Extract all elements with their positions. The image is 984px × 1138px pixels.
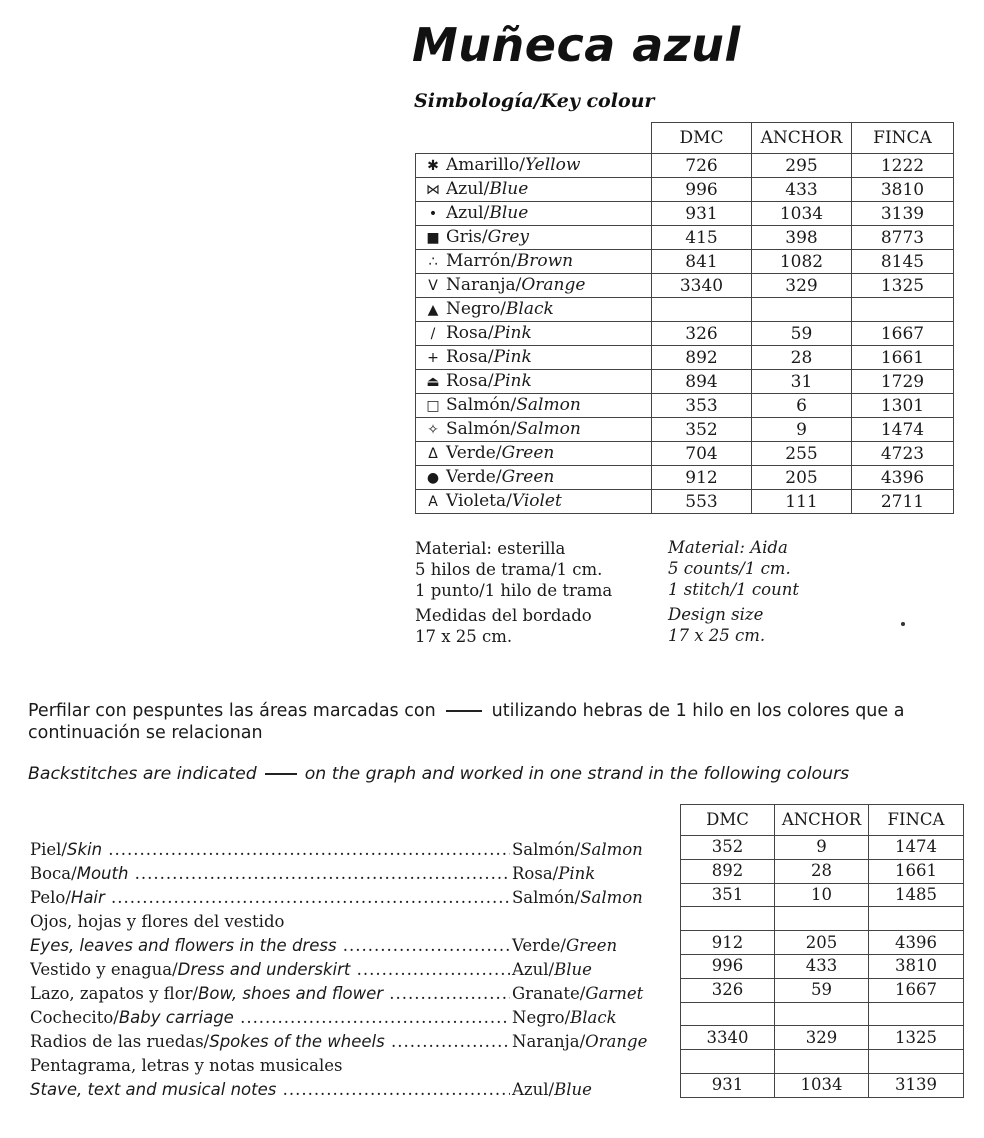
- colour-name-cell: [416, 370, 652, 394]
- backstitch-table-row: [681, 954, 964, 978]
- colour-name-es: Rosa/: [446, 323, 494, 343]
- backstitch-area-label: [30, 958, 510, 982]
- dmc-code-cell: [652, 298, 752, 322]
- finca-code-cell: 1729: [852, 370, 954, 394]
- backstitch-area-label: [30, 1006, 510, 1030]
- anchor-code-cell: 329: [752, 274, 852, 298]
- area-name-es: Cochecito/: [30, 1008, 119, 1027]
- colour-name-es: Negro/: [446, 299, 506, 319]
- dmc-code-cell: 352: [652, 418, 752, 442]
- backstitch-area-row: [30, 886, 510, 910]
- dmc-code-cell: 912: [652, 466, 752, 490]
- dmc-code-cell: [681, 1050, 775, 1074]
- backstitch-area-label: [30, 862, 510, 886]
- colour-name-en: Green: [565, 936, 618, 955]
- backstitch-table-row: [681, 907, 964, 931]
- key-table-row: [416, 346, 954, 370]
- dmc-code-cell: 894: [652, 370, 752, 394]
- material-line: 17 x 25 cm.: [668, 626, 766, 645]
- backstitch-area-row: [30, 862, 510, 886]
- colour-name-es: Salmón/: [446, 395, 517, 415]
- dmc-code-cell: 353: [652, 394, 752, 418]
- colour-name-cell: [416, 226, 652, 250]
- backstitch-instructions-en: [28, 764, 849, 784]
- material-line: 1 punto/1 hilo de trama: [415, 581, 613, 600]
- anchor-code-cell: 9: [752, 418, 852, 442]
- dmc-code-cell: 326: [652, 322, 752, 346]
- backstitch-colour-names: [512, 838, 677, 1102]
- dmc-code-cell: 892: [681, 859, 775, 883]
- colour-name-cell: [416, 250, 652, 274]
- area-name-en: Hair: [70, 888, 105, 907]
- finca-code-cell: 1222: [852, 154, 954, 178]
- finca-code-cell: 1667: [869, 978, 964, 1002]
- colour-name-en: Blue: [554, 960, 592, 979]
- backstitch-area-row: [30, 1006, 510, 1030]
- backstitch-line-icon: [265, 773, 297, 775]
- area-name-en: Spokes of the wheels: [209, 1032, 385, 1051]
- colour-name-es: Salmón/: [512, 888, 581, 907]
- anchor-code-cell: 59: [752, 322, 852, 346]
- anchor-code-cell: 28: [752, 346, 852, 370]
- area-name-es: Ojos, hojas y flores del vestido: [30, 912, 285, 931]
- backstitch-area-label: [30, 934, 510, 958]
- backstitch-area-list: [30, 838, 510, 1102]
- finca-code-cell: [869, 1002, 964, 1026]
- colour-name-es: Rosa/: [512, 864, 559, 883]
- finca-code-cell: 4396: [852, 466, 954, 490]
- instructions-text: on the graph and worked in one strand in the following colours: [304, 764, 850, 784]
- colour-name-es: Gris/: [446, 227, 488, 247]
- finca-code-cell: 3139: [869, 1073, 964, 1097]
- anchor-code-cell: 255: [752, 442, 852, 466]
- stitch-symbol-icon: ✧: [427, 422, 439, 438]
- anchor-code-cell: 1034: [752, 202, 852, 226]
- colour-name-en: Pink: [493, 347, 532, 367]
- anchor-code-cell: 59: [775, 978, 869, 1002]
- dmc-code-cell: 553: [652, 490, 752, 514]
- backstitch-table-row: [681, 978, 964, 1002]
- finca-code-cell: 1661: [852, 346, 954, 370]
- header-dmc: DMC: [652, 123, 752, 154]
- anchor-code-cell: 6: [752, 394, 852, 418]
- colour-name-es: Naranja/: [446, 275, 522, 295]
- anchor-code-cell: 1082: [752, 250, 852, 274]
- anchor-code-cell: 1034: [775, 1073, 869, 1097]
- key-table-row: [416, 202, 954, 226]
- stitch-symbol-icon: •: [428, 206, 438, 222]
- stitch-symbol-icon: A: [428, 494, 438, 510]
- colour-name-cell: [416, 154, 652, 178]
- colour-name-cell: [416, 274, 652, 298]
- colour-name-es: Azul/: [512, 960, 555, 979]
- key-table-row: [416, 298, 954, 322]
- colour-name-en: Blue: [554, 1080, 592, 1099]
- dmc-code-cell: 351: [681, 883, 775, 907]
- key-table-row: [416, 370, 954, 394]
- backstitch-table-row: [681, 1026, 964, 1050]
- backstitch-area-label: [30, 1078, 510, 1102]
- stitch-symbol-icon: Δ: [428, 446, 438, 462]
- colour-name-cell: [416, 202, 652, 226]
- colour-name-es: Rosa/: [446, 371, 494, 391]
- backstitch-area-label: [30, 1054, 510, 1078]
- key-table-row: [416, 226, 954, 250]
- dmc-code-cell: 415: [652, 226, 752, 250]
- colour-name-cell: [416, 394, 652, 418]
- anchor-code-cell: 205: [752, 466, 852, 490]
- dmc-code-cell: 326: [681, 978, 775, 1002]
- backstitch-area-row: [30, 982, 510, 1006]
- dmc-code-cell: 726: [652, 154, 752, 178]
- colour-name-en: Salmon: [580, 840, 643, 859]
- anchor-code-cell: [752, 298, 852, 322]
- finca-code-cell: [869, 907, 964, 931]
- backstitch-colour-name: [512, 1078, 677, 1102]
- stitch-symbol-icon: ●: [426, 470, 440, 486]
- colour-name-cell: [416, 322, 652, 346]
- print-speck: [901, 622, 905, 626]
- backstitch-table-row: [681, 931, 964, 955]
- finca-code-cell: 1301: [852, 394, 954, 418]
- material-line: 1 stitch/1 count: [668, 580, 799, 599]
- backstitch-colour-name: [512, 982, 677, 1006]
- header-blank: [416, 123, 652, 154]
- finca-code-cell: 4396: [869, 931, 964, 955]
- colour-name-en: Blue: [489, 179, 529, 199]
- stitch-symbol-icon: /: [430, 326, 436, 342]
- colour-name-cell: [416, 466, 652, 490]
- colour-name-en: Brown: [516, 251, 574, 271]
- key-table-row: [416, 394, 954, 418]
- backstitch-table-row: [681, 1050, 964, 1074]
- dmc-code-cell: 704: [652, 442, 752, 466]
- dmc-code-cell: 3340: [681, 1026, 775, 1050]
- colour-name-es: Granate/: [512, 984, 586, 1003]
- stitch-symbol-icon: +: [427, 350, 439, 366]
- colour-name-cell: [416, 346, 652, 370]
- stitch-symbol-icon: ▲: [427, 302, 439, 318]
- finca-code-cell: [869, 1050, 964, 1074]
- backstitch-colour-name: [512, 886, 677, 910]
- colour-name-es: Verde/: [446, 443, 502, 463]
- colour-name-en: Salmon: [516, 419, 581, 439]
- colour-name-es: Rosa/: [446, 347, 494, 367]
- key-table-row: [416, 466, 954, 490]
- backstitch-area-row: [30, 1078, 510, 1102]
- colour-name-es: Violeta/: [446, 491, 512, 511]
- backstitch-table-row: [681, 859, 964, 883]
- colour-name-cell: [416, 442, 652, 466]
- material-english: [668, 537, 799, 646]
- dmc-code-cell: 996: [652, 178, 752, 202]
- anchor-code-cell: 398: [752, 226, 852, 250]
- backstitch-area-row: [30, 910, 510, 934]
- instructions-text: Backstitches are indicated: [28, 764, 257, 784]
- colour-name-en: Violet: [511, 491, 562, 511]
- area-name-es: Boca/: [30, 864, 77, 883]
- finca-code-cell: 1667: [852, 322, 954, 346]
- area-name-en: Mouth: [76, 864, 129, 883]
- stitch-symbol-icon: ■: [426, 230, 440, 246]
- finca-code-cell: [852, 298, 954, 322]
- backstitch-area-label: [30, 1030, 510, 1054]
- key-table-header: [416, 123, 954, 154]
- colour-name-en: Blue: [489, 203, 529, 223]
- stitch-symbol-icon: ∴: [428, 254, 438, 270]
- anchor-code-cell: 433: [775, 954, 869, 978]
- backstitch-colour-name: [512, 838, 677, 862]
- key-table-row: [416, 322, 954, 346]
- key-table-row: [416, 178, 954, 202]
- backstitch-table-row: [681, 1002, 964, 1026]
- colour-name-en: Grey: [487, 227, 529, 247]
- header-anchor: ANCHOR: [752, 123, 852, 154]
- key-table-row: [416, 490, 954, 514]
- material-line: Medidas del bordado: [415, 606, 592, 625]
- finca-code-cell: 1325: [852, 274, 954, 298]
- key-table-row: [416, 154, 954, 178]
- colour-name-es: Naranja/: [512, 1032, 586, 1051]
- material-line: Material: esterilla: [415, 539, 566, 558]
- colour-name-en: Pink: [493, 323, 532, 343]
- header-finca: FINCA: [869, 805, 964, 836]
- colour-name-es: Verde/: [446, 467, 502, 487]
- finca-code-cell: 1485: [869, 883, 964, 907]
- backstitch-area-label: [30, 886, 510, 910]
- backstitch-area-label: [30, 838, 510, 862]
- colour-name-es: Marrón/: [446, 251, 517, 271]
- stitch-symbol-icon: □: [426, 398, 440, 414]
- area-name-en: Dress and underskirt: [177, 960, 351, 979]
- area-name-es: Lazo, zapatos y flor/: [30, 984, 199, 1003]
- anchor-code-cell: [775, 1002, 869, 1026]
- colour-name-cell: [416, 178, 652, 202]
- finca-code-cell: 8773: [852, 226, 954, 250]
- finca-code-cell: 4723: [852, 442, 954, 466]
- backstitch-colour-table: [680, 804, 964, 1098]
- anchor-code-cell: 295: [752, 154, 852, 178]
- material-line: Material: Aida: [668, 538, 788, 557]
- anchor-code-cell: 329: [775, 1026, 869, 1050]
- key-table-row: [416, 442, 954, 466]
- colour-name-cell: [416, 418, 652, 442]
- area-name-en: Eyes, leaves and flowers in the dress: [30, 936, 337, 955]
- area-name-es: Pelo/: [30, 888, 71, 907]
- header-finca: FINCA: [852, 123, 954, 154]
- colour-name-es: Negro/: [512, 1008, 571, 1027]
- colour-name-es: Amarillo/: [446, 155, 525, 175]
- dmc-code-cell: 3340: [652, 274, 752, 298]
- dmc-code-cell: [681, 907, 775, 931]
- material-line: 17 x 25 cm.: [415, 627, 513, 646]
- material-line: 5 hilos de trama/1 cm.: [415, 560, 603, 579]
- backstitch-instructions-es: [28, 700, 973, 744]
- area-name-es: Vestido y enagua/: [30, 960, 178, 979]
- backstitch-colour-name: [512, 910, 677, 934]
- colour-name-es: Salmón/: [446, 419, 517, 439]
- backstitch-area-row: [30, 958, 510, 982]
- anchor-code-cell: 433: [752, 178, 852, 202]
- backstitch-area-row: [30, 934, 510, 958]
- dmc-code-cell: 352: [681, 836, 775, 860]
- finca-code-cell: 3810: [869, 954, 964, 978]
- stitch-symbol-icon: ⋈: [426, 182, 440, 198]
- finca-code-cell: 1661: [869, 859, 964, 883]
- stitch-symbol-icon: ✱: [427, 158, 439, 174]
- finca-code-cell: 1325: [869, 1026, 964, 1050]
- header-anchor: ANCHOR: [775, 805, 869, 836]
- colour-name-en: Salmon: [516, 395, 581, 415]
- backstitch-colour-name: [512, 862, 677, 886]
- material-line: 5 counts/1 cm.: [668, 559, 791, 578]
- colour-name-en: Salmon: [580, 888, 643, 907]
- area-name-en: Stave, text and musical notes: [30, 1080, 277, 1099]
- material-spanish: [415, 538, 612, 647]
- area-name-es: Piel/: [30, 840, 67, 859]
- backstitch-colour-name: [512, 1054, 677, 1078]
- key-table-row: [416, 274, 954, 298]
- anchor-code-cell: 10: [775, 883, 869, 907]
- dmc-code-cell: 892: [652, 346, 752, 370]
- backstitch-area-row: [30, 838, 510, 862]
- backstitch-colour-name: [512, 934, 677, 958]
- stitch-symbol-icon: ⏏: [426, 374, 440, 390]
- backstitch-area-label: [30, 982, 510, 1006]
- backstitch-colour-name: [512, 958, 677, 982]
- instructions-text: Perfilar con pespuntes las áreas marcadas con: [28, 701, 436, 721]
- dmc-code-cell: 912: [681, 931, 775, 955]
- finca-code-cell: 2711: [852, 490, 954, 514]
- backstitch-line-icon: [446, 710, 482, 712]
- dmc-code-cell: 931: [681, 1073, 775, 1097]
- backstitch-area-row: [30, 1030, 510, 1054]
- dmc-code-cell: 996: [681, 954, 775, 978]
- area-name-es: Radios de las ruedas/: [30, 1032, 210, 1051]
- colour-name-es: Azul/: [446, 179, 490, 199]
- key-table-row: [416, 418, 954, 442]
- colour-name-en: Yellow: [524, 155, 581, 175]
- colour-name-es: Azul/: [446, 203, 490, 223]
- key-colour-heading: Simbología/Key colour: [414, 90, 655, 112]
- finca-code-cell: 1474: [869, 836, 964, 860]
- dmc-code-cell: 931: [652, 202, 752, 226]
- anchor-code-cell: [775, 907, 869, 931]
- dmc-code-cell: [681, 1002, 775, 1026]
- anchor-code-cell: 9: [775, 836, 869, 860]
- anchor-code-cell: 205: [775, 931, 869, 955]
- colour-name-es: Salmón/: [512, 840, 581, 859]
- colour-name-en: Pink: [493, 371, 532, 391]
- backstitch-colour-name: [512, 1006, 677, 1030]
- colour-name-en: Garnet: [585, 984, 644, 1003]
- area-name-en: Skin: [66, 840, 103, 859]
- key-table-row: [416, 250, 954, 274]
- area-name-es: Pentagrama, letras y notas musicales: [30, 1056, 343, 1075]
- colour-name-cell: [416, 490, 652, 514]
- backstitch-colour-name: [512, 1030, 677, 1054]
- colour-name-en: Orange: [521, 275, 586, 295]
- anchor-code-cell: [775, 1050, 869, 1074]
- area-name-en: Bow, shoes and flower: [198, 984, 384, 1003]
- backstitch-table-row: [681, 883, 964, 907]
- colour-name-en: Orange: [585, 1032, 648, 1051]
- colour-name-en: Pink: [558, 864, 596, 883]
- backstitch-area-label: [30, 910, 510, 934]
- backstitch-table-row: [681, 1073, 964, 1097]
- dmc-code-cell: 841: [652, 250, 752, 274]
- finca-code-cell: 3139: [852, 202, 954, 226]
- anchor-code-cell: 111: [752, 490, 852, 514]
- backstitch-table-header: [681, 805, 964, 836]
- instructions-text: utilizando hebras de 1 hilo en los colores que a continuación se relacionan: [28, 701, 905, 743]
- colour-name-cell: [416, 298, 652, 322]
- key-colour-table: [415, 122, 954, 514]
- colour-name-en: Green: [501, 443, 555, 463]
- colour-name-es: Verde/: [512, 936, 566, 955]
- anchor-code-cell: 28: [775, 859, 869, 883]
- material-line: Design size: [668, 605, 764, 624]
- colour-name-en: Black: [570, 1008, 617, 1027]
- colour-name-en: Black: [505, 299, 554, 319]
- anchor-code-cell: 31: [752, 370, 852, 394]
- colour-name-en: Green: [501, 467, 555, 487]
- backstitch-table-row: [681, 836, 964, 860]
- area-name-en: Baby carriage: [118, 1008, 234, 1027]
- finca-code-cell: 1474: [852, 418, 954, 442]
- header-dmc: DMC: [681, 805, 775, 836]
- finca-code-cell: 3810: [852, 178, 954, 202]
- finca-code-cell: 8145: [852, 250, 954, 274]
- colour-name-es: Azul/: [512, 1080, 555, 1099]
- stitch-symbol-icon: V: [428, 278, 438, 294]
- page-title: Muñeca azul: [412, 18, 741, 72]
- backstitch-area-row: [30, 1054, 510, 1078]
